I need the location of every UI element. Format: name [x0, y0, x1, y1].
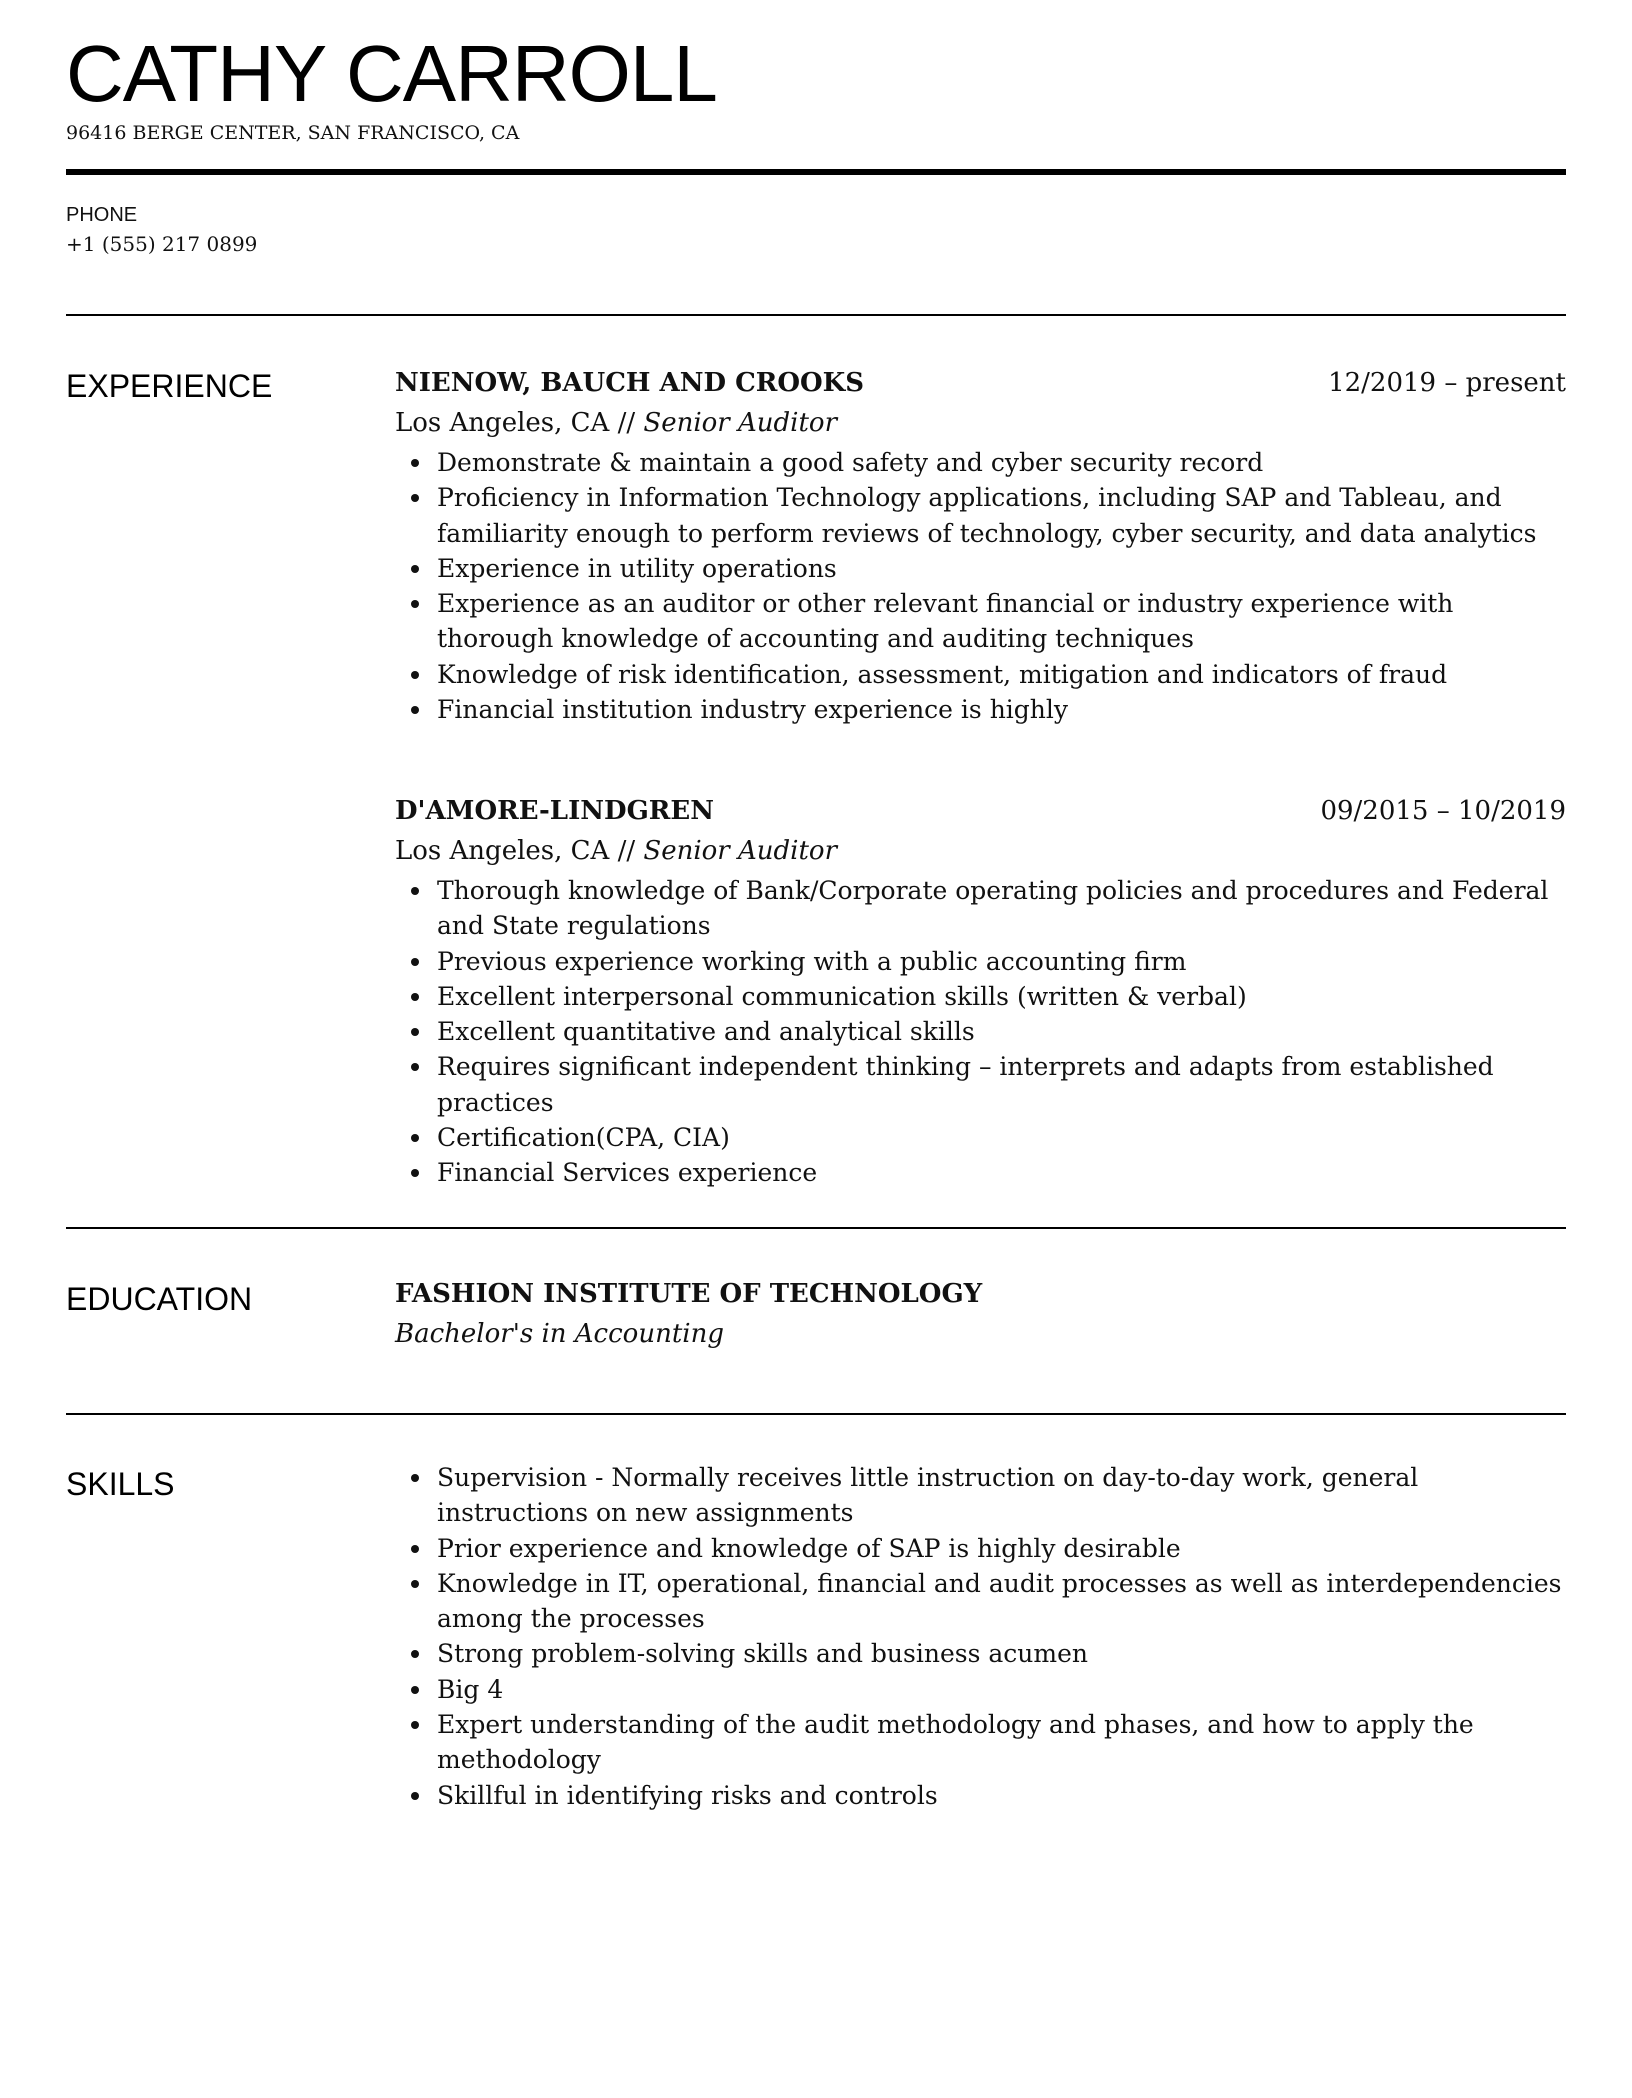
header-divider: [66, 169, 1566, 175]
school-name: FASHION INSTITUTE OF TECHNOLOGY: [395, 1279, 983, 1309]
list-item: Knowledge of risk identification, assessment, mitigation and indicators of fraud: [395, 657, 1566, 692]
job-separator: //: [609, 836, 644, 866]
company-name: D'AMORE-LINDGREN: [395, 796, 714, 826]
list-item: Certification(CPA, CIA): [395, 1120, 1566, 1155]
candidate-address: 96416 BERGE CENTER, SAN FRANCISCO, CA: [66, 122, 520, 144]
list-item: Excellent interpersonal communication skills (written & verbal): [395, 979, 1566, 1014]
education-entry: [395, 1274, 1566, 1354]
job-dates: 12/2019 – present: [1328, 368, 1566, 398]
job-location-role: [395, 403, 1566, 443]
list-item: Demonstrate & maintain a good safety and cyber security record: [395, 445, 1566, 480]
list-item: Experience in utility operations: [395, 551, 1566, 586]
list-item: Financial institution industry experience is highly: [395, 692, 1566, 727]
bullet-icon: [411, 1792, 419, 1800]
bullet-icon: [411, 1580, 419, 1588]
bullet-icon: [411, 1545, 419, 1553]
bullet-icon: [411, 1650, 419, 1658]
degree-name: Bachelor's in Accounting: [395, 1319, 724, 1349]
phone-value: +1 (555) 217 0899: [66, 232, 258, 256]
company-name: NIENOW, BAUCH AND CROOKS: [395, 368, 865, 398]
list-item: Prior experience and knowledge of SAP is highly desirable: [395, 1531, 1566, 1566]
list-item: Requires significant independent thinking – interprets and adapts from established practices: [395, 1049, 1566, 1120]
bullet-icon: [411, 1028, 419, 1036]
job-location-role: [395, 831, 1566, 871]
list-item: Previous experience working with a public accounting firm: [395, 944, 1566, 979]
experience-heading: EXPERIENCE: [66, 368, 273, 404]
skills-list: [395, 1460, 1566, 1813]
job-dates: 09/2015 – 10/2019: [1320, 796, 1566, 826]
bullet-icon: [411, 1169, 419, 1177]
section-divider: [66, 1227, 1566, 1229]
bullet-icon: [411, 671, 419, 679]
bullet-icon: [411, 958, 419, 966]
list-item: Supervision - Normally receives little instruction on day-to-day work, general instructions on new assignments: [395, 1460, 1566, 1531]
list-item: Strong problem-solving skills and business acumen: [395, 1636, 1566, 1671]
bullet-icon: [411, 1134, 419, 1142]
list-item: Excellent quantitative and analytical skills: [395, 1014, 1566, 1049]
job-role: Senior Auditor: [643, 408, 838, 438]
job-bullet-list: [395, 873, 1566, 1191]
list-item: Expert understanding of the audit methodology and phases, and how to apply the methodology: [395, 1707, 1566, 1778]
job-location: Los Angeles, CA: [395, 836, 610, 866]
job-entry: [395, 791, 1566, 1191]
job-header: [395, 363, 1566, 403]
skills-entry: [395, 1460, 1566, 1813]
job-bullet-list: [395, 445, 1566, 727]
bullet-icon: [411, 887, 419, 895]
resume-page: [66, 0, 1566, 2098]
bullet-icon: [411, 565, 419, 573]
phone-label: PHONE: [66, 204, 138, 226]
job-header: [395, 791, 1566, 831]
bullet-icon: [411, 1721, 419, 1729]
section-divider: [66, 314, 1566, 316]
bullet-icon: [411, 1063, 419, 1071]
list-item: Proficiency in Information Technology applications, including SAP and Tableau, and familiarity enough to perform reviews of technology, cyber security, and data analytics: [395, 480, 1566, 551]
bullet-icon: [411, 706, 419, 714]
bullet-icon: [411, 494, 419, 502]
candidate-name: CATHY CARROLL: [66, 29, 717, 118]
list-item: Knowledge in IT, operational, financial and audit processes as well as interdependencies among the processes: [395, 1566, 1566, 1637]
section-divider: [66, 1413, 1566, 1415]
bullet-icon: [411, 600, 419, 608]
job-separator: //: [609, 408, 644, 438]
bullet-icon: [411, 1474, 419, 1482]
list-item: Big 4: [395, 1672, 1566, 1707]
bullet-icon: [411, 459, 419, 467]
list-item: Experience as an auditor or other relevant financial or industry experience with thorough knowledge of accounting and auditing techniques: [395, 586, 1566, 657]
skills-heading: SKILLS: [66, 1466, 175, 1502]
job-entry: [395, 363, 1566, 727]
job-location: Los Angeles, CA: [395, 408, 610, 438]
education-heading: EDUCATION: [66, 1281, 253, 1317]
list-item: Skillful in identifying risks and controls: [395, 1778, 1566, 1813]
list-item: Financial Services experience: [395, 1155, 1566, 1190]
bullet-icon: [411, 1686, 419, 1694]
bullet-icon: [411, 993, 419, 1001]
list-item: Thorough knowledge of Bank/Corporate operating policies and procedures and Federal and State regulations: [395, 873, 1566, 944]
job-role: Senior Auditor: [643, 836, 838, 866]
